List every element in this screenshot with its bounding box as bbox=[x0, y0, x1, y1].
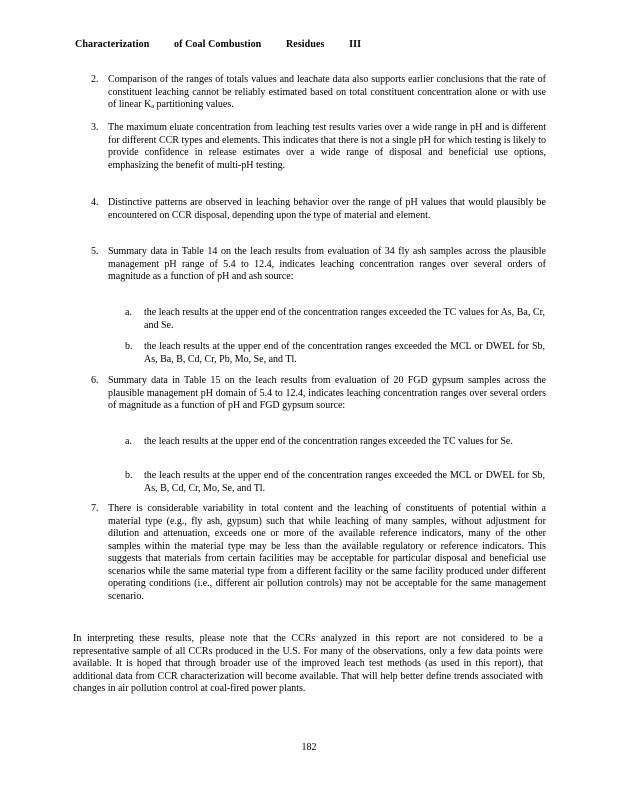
sub-item-6a bbox=[125, 436, 545, 449]
sub-item-5a bbox=[125, 307, 545, 332]
list-number: 6. bbox=[91, 375, 99, 386]
list-item-4 bbox=[91, 197, 546, 222]
list-item-text: Summary data in Table 14 on the leach results from evaluation of 34 fly ash samples across the plausible management pH range of 5.4 to 12.4, indicates leaching concentration ranges over several orders of magnitude as a function of pH and ash source: bbox=[108, 246, 546, 282]
sub-item-letter: a. bbox=[125, 307, 132, 318]
list-item-3 bbox=[91, 122, 546, 172]
sub-item-letter: b. bbox=[125, 341, 133, 352]
header-part-2: of Coal Combustion bbox=[173, 39, 262, 50]
list-item-7 bbox=[91, 503, 546, 603]
list-item-6 bbox=[91, 375, 546, 413]
list-item-5 bbox=[91, 246, 546, 284]
list-number: 7. bbox=[91, 503, 99, 514]
closing-paragraph: In interpreting these results, please note that the CCRs analyzed in this report are not considered to be a representative sample of all CCRs produced in the U.S. For many of the observations, only a few data points were available. It is hoped that through broader use of the improved leach test methods (as used in this report), that additional data from CCR characterization will become available. That will help better define trends associated with changes in air pollution control at coal-fired power plants. bbox=[73, 633, 543, 694]
header-part-1: Characterization bbox=[75, 39, 150, 50]
header-part-4: III bbox=[349, 39, 362, 50]
sub-item-letter: b. bbox=[125, 470, 133, 481]
page-number: 182 bbox=[301, 742, 317, 753]
sub-item-5b bbox=[125, 341, 545, 366]
sub-item-text: the leach results at the upper end of the concentration ranges exceeded the TC values for Se. bbox=[144, 436, 513, 447]
running-header bbox=[75, 39, 383, 50]
sub-item-6b bbox=[125, 470, 545, 495]
list-number: 5. bbox=[91, 246, 99, 257]
list-item-text: There is considerable variability in total content and the leaching of constituents of potential within a material type (e.g., fly ash, gypsum) such that while leaching of many samples, without adjustment for dilution and attenuation, exceeds one or more of the available reference indicators, many of the other samples within the material type may be less than the available regulatory or reference indicators. This suggests that materials from certain facilities may be acceptable for particular disposal and beneficial use scenarios while the same material type from a different facility or the same facility produced under different operating conditions (i.e., different air pollution controls) may not be acceptable for the same management scenario. bbox=[108, 503, 546, 602]
list-item-text: Comparison of the ranges of totals values and leachate data also supports earlier conclusions that the rate of constituent leaching cannot be reliably estimated based on total constituent concentration alone or with use of linear Kₐ partitioning values. bbox=[108, 74, 546, 110]
sub-item-text: the leach results at the upper end of the concentration ranges exceeded the MCL or DWEL for Sb, As, Ba, B, Cd, Cr, Pb, Mo, Se, and Tl. bbox=[144, 341, 545, 365]
list-item-2 bbox=[91, 74, 546, 112]
sub-item-text: the leach results at the upper end of the concentration ranges exceeded the TC values for As, Ba, Cr, and Se. bbox=[144, 307, 545, 331]
sub-item-text: the leach results at the upper end of the concentration ranges exceeded the MCL or DWEL for Sb, As, B, Cd, Cr, Mo, Se, and Tl. bbox=[144, 470, 545, 494]
list-item-text: Distinctive patterns are observed in leaching behavior over the range of pH values that would plausibly be encountered on CCR disposal, depending upon the type of material and element. bbox=[108, 197, 546, 221]
list-item-text: The maximum eluate concentration from leaching test results varies over a wide range in pH and is different for different CCR types and elements. This indicates that there is not a single pH for which testing is likely to provide confidence in release estimates over a wide range of disposal and beneficial use options, emphasizing the benefit of multi-pH testing. bbox=[108, 122, 546, 171]
list-number: 4. bbox=[91, 197, 99, 208]
sub-item-letter: a. bbox=[125, 436, 132, 447]
list-number: 2. bbox=[91, 74, 99, 85]
list-number: 3. bbox=[91, 122, 99, 133]
list-item-text: Summary data in Table 15 on the leach results from evaluation of 20 FGD gypsum samples across the plausible management pH domain of 5.4 to 12.4, indicates leaching concentration ranges over several orders of magnitude as a function of pH and FGD gypsum source: bbox=[108, 375, 546, 411]
header-part-3: Residues bbox=[285, 39, 325, 50]
